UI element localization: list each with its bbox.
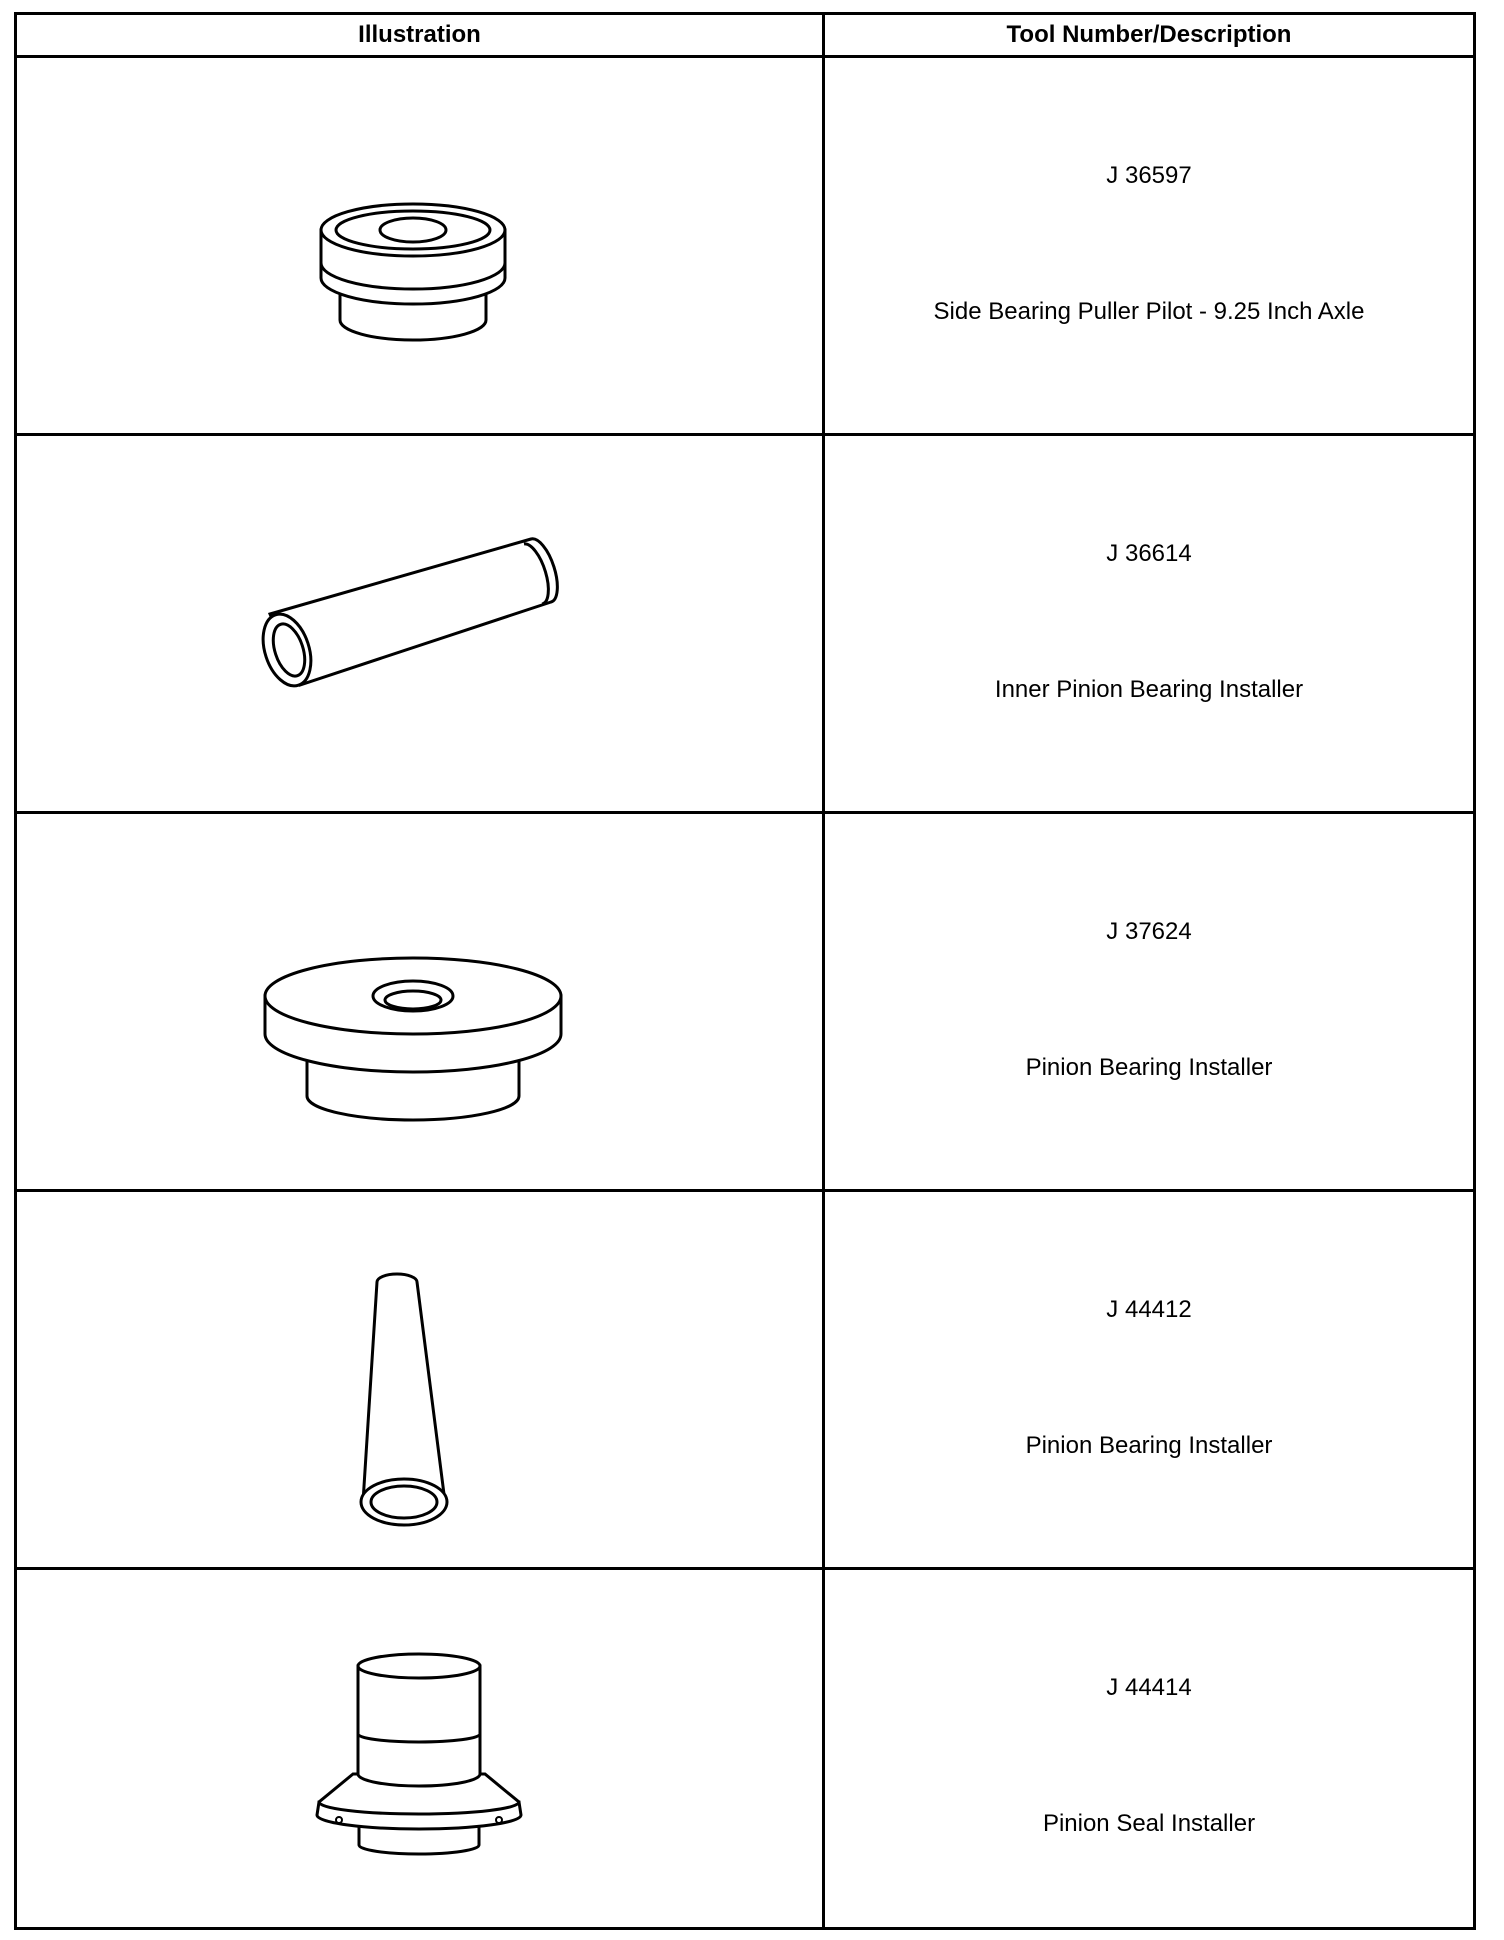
tool-number: J 36597 — [1106, 162, 1192, 189]
description-cell — [825, 814, 1473, 1189]
tube-installer-icon — [17, 436, 822, 811]
table-row — [17, 58, 1473, 436]
illustration-cell — [17, 436, 822, 811]
illustration-cell — [17, 58, 822, 433]
tool-description: Side Bearing Puller Pilot - 9.25 Inch Axle — [933, 298, 1365, 325]
illustration-cell — [17, 1192, 822, 1567]
header-illustration: Illustration — [358, 21, 481, 48]
table-row — [17, 814, 1473, 1192]
illustration-cell — [17, 1570, 822, 1927]
seal-installer-icon — [17, 1570, 822, 1927]
description-cell — [825, 1192, 1473, 1567]
table-row — [17, 1570, 1473, 1927]
header-tool-description: Tool Number/Description — [1006, 21, 1292, 48]
tapered-tube-icon — [17, 1192, 822, 1567]
tool-description: Pinion Bearing Installer — [1025, 1054, 1273, 1081]
table-header — [17, 15, 1473, 58]
puller-pilot-icon — [17, 58, 822, 433]
tool-description: Pinion Seal Installer — [1042, 1810, 1256, 1837]
table-row — [17, 1192, 1473, 1570]
tool-table — [14, 12, 1476, 1930]
description-cell — [825, 1570, 1473, 1927]
tool-description: Inner Pinion Bearing Installer — [994, 676, 1304, 703]
tool-number: J 44414 — [1106, 1674, 1192, 1701]
tool-number: J 37624 — [1106, 918, 1192, 945]
description-cell — [825, 436, 1473, 811]
table-row — [17, 436, 1473, 814]
tool-number: J 36614 — [1106, 540, 1192, 567]
illustration-cell — [17, 814, 822, 1189]
tool-description: Pinion Bearing Installer — [1025, 1432, 1273, 1459]
description-cell — [825, 58, 1473, 433]
flanged-installer-icon — [17, 814, 822, 1189]
tool-number: J 44412 — [1106, 1296, 1192, 1323]
